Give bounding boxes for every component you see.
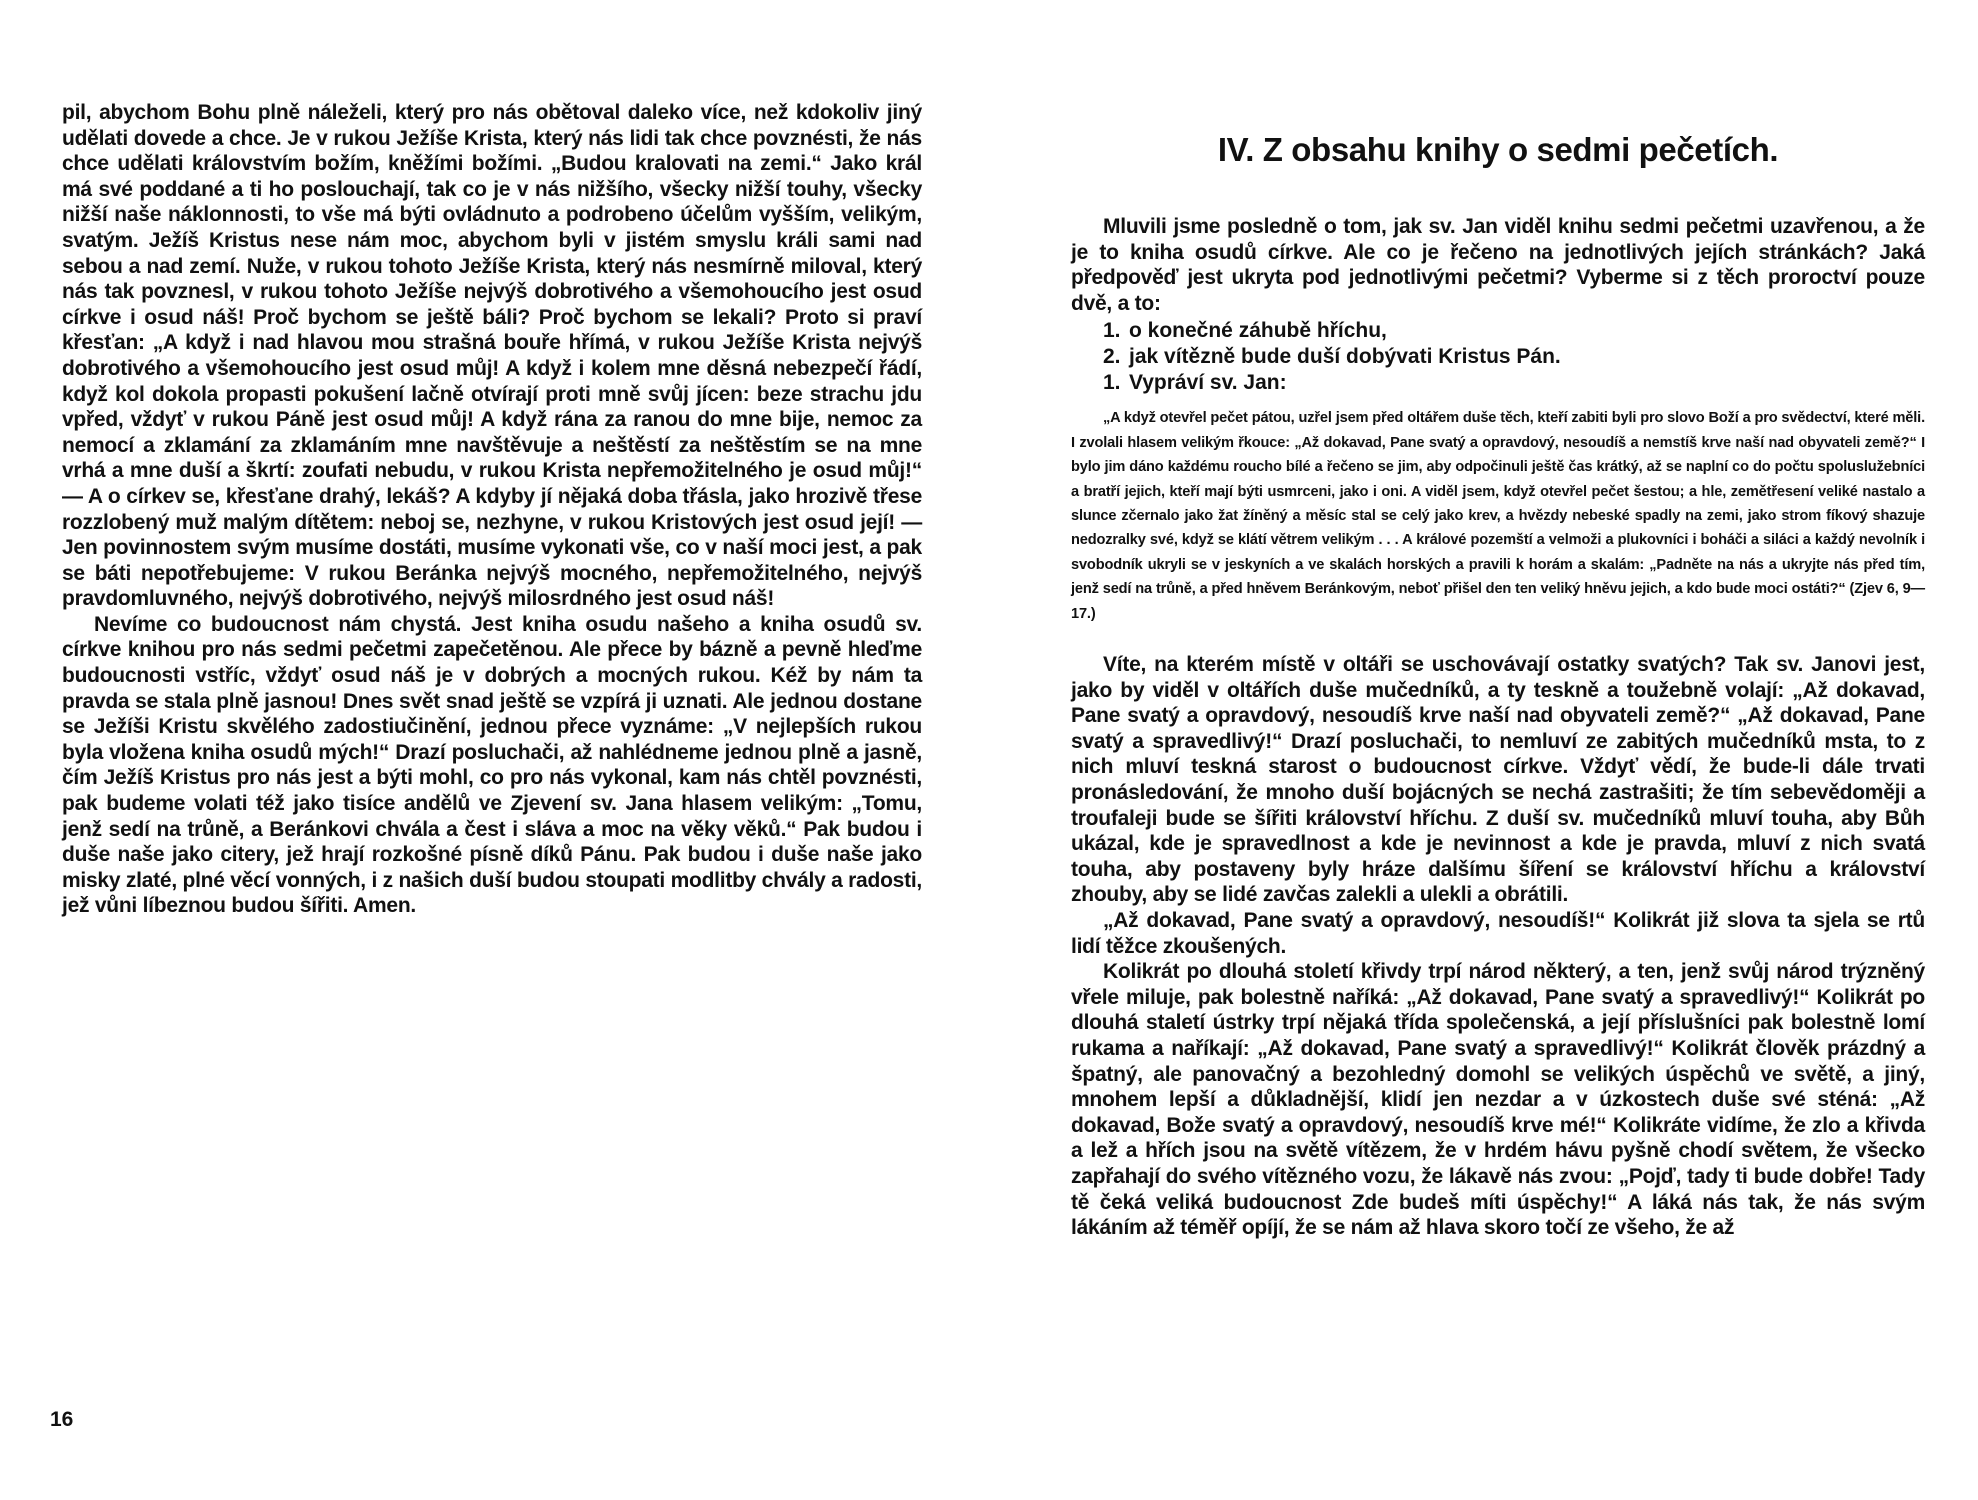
right-page bbox=[989, 0, 1978, 1500]
chapter-heading: IV. Z obsahu knihy o sedmi pečetích. bbox=[1217, 131, 1779, 168]
list-item-text: Vypráví sv. Jan: bbox=[1129, 371, 1287, 395]
prophecy-list bbox=[1071, 318, 1925, 396]
right-paragraph-3: Kolikrát po dlouhá století křivdy trpí národ některý, a ten, jenž svůj národ trýzněný vřele miluje, pak bolestně naříká: „Až dokavad, Pane svatý a spravedlivý!“ Kolikrát po dlouhá staletí ústrky trpí nějaká třída společenská, a její příslušníci pak bolestně lomí rukama a naříkají: „Až dokavad, Pane svatý a spravedlivý!“ Kolikrát člověk prázdný a špatný, ale panovačný a bezohledný domohl se velikých úspěchů ve světě, a jiný, mnohem lepší a důkladnější, klidí jen nezdar a v úzkostech duše své sténá: „Až dokavad, Bože svatý a opravdový, nesoudíš krve mé!“ Kolikráte vidíme, že zlo a křivda a lež a hřích jsou na světě vítězem, že v hrdém hávu pyšně chodí světem, že všecko zapřahají do svého vítězného vozu, že lákavě nás zvou: „Pojď, tady ti bude dobře! Tady tě čeká veliká budoucnost Zde budeš míti úspěchy!“ A láká nás tak, že nás svým lákáním až téměř opíjí, že se nám až hlava skoro točí ze všeho, že až bbox=[1071, 960, 1925, 1240]
left-paragraph-1: pil, abychom Bohu plně náleželi, který pro nás obětoval daleko více, než kdokoliv jiný udělati dovede a chce. Je v rukou Ježíše Krista, který nás lidi tak chce povznésti, že nás chce udělati královstvím božím, kněžími božími. „Budou kralovati na zemi.“ Jako král má své poddané a ti ho poslouchají, tak co je v nás nižšího, všecky nižší touhy, všecky nižší naše náklonnosti, to vše má býti ovládnuto a podrobeno účelům vyšším, velikým, svatým. Ježíš Kristus nese nám moc, abychom byli v jistém smyslu králi sami nad sebou a nad zemí. Nuže, v rukou tohoto Ježíše Krista, který nás nesmírně miloval, který nás tak povznesl, v rukou tohoto Ježíše nejvýš dobrotivého a všemohoucího jest osud církve i osud náš! Proč bychom se ještě báli? Proč bychom se lekali? Proto si praví křesťan: „A když i nad hlavou mou strašná bouře hřímá, v rukou Ježíše Krista nejvýš dobrotivého a všemohoucího jest osud můj! A když i kolem mne děsná nebezpečí řádí, když kol dokola propasti pokušení lačně otvírají proti mně svůj jícen: beze strachu jdu vpřed, vždyť v rukou Páně jest osud můj! A když rána za ranou do mne bije, nemoc za nemocí a zklamání za zklamáním mne navštěvuje a neštěstí za neštěstím se na mne vrhá a mne duší a škrtí: zoufati nebudu, v rukou Krista nepřemožitelného je osud můj!“ — A o církev se, křesťane drahý, lekáš? A kdyby jí nějaká doba třásla, jako hrozivě třese rozzlobený muž malým dítětem: neboj se, nezhyne, v rukou Kristových jest osud její! — Jen povinnostem svým musíme dostáti, musíme vykonati vše, co v naší moci jest, a pak se báti nepotřebujeme: V rukou Beránka nejvýš mocného, nepřemožitelného, nejvýš pravdomluvného, nejvýš dobrotivého, nejvýš milosrdného jest osud náš! bbox=[62, 101, 922, 611]
left-text-column bbox=[62, 100, 922, 919]
left-paragraph-2: Nevíme co budoucnost nám chystá. Jest kniha osudu našeho a kniha osudů sv. církve knihou pro nás sedmi pečetmi zapečetěnou. Ale přece by bázně a pevně hleďme budoucnosti vstříc, vždyť osud náš je v dobrých a mocných rukou. Kéž by nám ta pravda se stala plně jasnou! Dnes svět snad ještě se vzpírá ji uznati. Ale jednou dostane se Ježíši Kristu skvělého zadostiučinění, jednou přece vyznáme: „V nejlepších rukou byla vložena kniha osudů mých!“ Drazí posluchači, až nahlédneme jednou plně a jasně, čím Ježíš Kristus pro nás jest a býti mohl, co pro nás vykonal, kam nás chtěl povznésti, pak budeme volati též jako tisíce andělů ve Zjevení sv. Jana hlasem velikým: „Tomu, jenž sedí na trůně, a Beránkovi chvála a čest i sláva a moc na věky věků.“ Pak budou i duše naše jako citery, jež hrají rozkošné písně díků Pánu. Pak budou i duše naše jako misky zlaté, plné věcí vonných, i z našich duší budou stoupati modlitby chvály a radosti, jež vůni líbeznou budou šířiti. Amen. bbox=[62, 612, 922, 918]
list-item-text: o konečné záhubě hříchu, bbox=[1129, 319, 1387, 343]
right-paragraph-2: „Až dokavad, Pane svatý a opravdový, nesoudíš!“ Kolikrát již slova ta sjela se rtů lidí těžce zkoušených. bbox=[1071, 908, 1925, 958]
list-item-number: 1. bbox=[1103, 319, 1121, 343]
list-item-text: jak vítězně bude duší dobývati Kristus Pán. bbox=[1129, 345, 1561, 369]
list-item bbox=[1071, 318, 1925, 344]
right-paragraph-1: Víte, na kterém místě v oltáři se uschovávají ostatky svatých? Tak sv. Janovi jest, jako by viděl v oltářích duše mučedníků, a ty teskně a toužebně volají: „Až dokavad, Pane svatý a opravdový, nesoudíš krve naší nad obyvateli země?“ „Až dokavad, Pane svatý a spravedlivý!“ Drazí posluchači, to nemluví ze zabitých mučedníků msta, to z nich mluví teskná starost o budoucnost církve. Vždyť vědí, že bude-li dále trvati pronásledování, že mnoho duší bojácných se nechá zastrašiti; že tím sebevědoměji a troufaleji bude se šířiti království hříchu. Z duší sv. mučedníků mluví touha, aby Bůh ukázal, kde je spravedlnost a kde je nevinnost a kde je pravda, mluví z nich svatá touha, aby postaveny byly hráze dalšímu šíření se království hříchu a království zhouby, aby se lidé zavčas zalekli a ulekli a obrátili. bbox=[1071, 653, 1925, 907]
intro-paragraph: Mluvili jsme posledně o tom, jak sv. Jan viděl knihu sedmi pečetmi uzavřenou, a že je to kniha osudů církve. Ale co je řečeno na jednotlivých jejích stránkách? Jaká předpověď jest ukryta pod jednotlivými pečetmi? Vyberme si z těch proroctví pouze dvě, a to: bbox=[1071, 215, 1925, 315]
right-text-column bbox=[1071, 112, 1925, 1241]
list-item bbox=[1071, 370, 1925, 396]
list-item-number: 2. bbox=[1103, 345, 1121, 369]
list-item bbox=[1071, 344, 1925, 370]
list-item-number: 1. bbox=[1103, 371, 1121, 395]
page-number: 16 bbox=[50, 1408, 74, 1431]
scripture-quote: „A když otevřel pečet pátou, uzřel jsem před oltářem duše těch, kteří zabiti byli pro slovo Boží a pro svědectví, které měli. I zvolali hlasem velikým řkouce: „Až dokavad, Pane svatý a opravdový, nesoudíš a nemstíš krve naší nad obyvateli země?“ I bylo jim dáno každému roucho bílé a řečeno se jim, aby odpočinuli ještě čas krátký, až se naplní co do počtu spoluslužebníci a bratří jejich, kteří mají býti usmrceni, jako i oni. A viděl jsem, když otevřel pečet šestou; a hle, zemětřesení veliké nastalo a slunce zčernalo jako žat žíněný a měsíc stal se celý jako krev, a hvězdy nebeské spadly na zemi, jako strom fíkový shazuje nedozralky své, když se klátí větrem velikým . . . A králové pozemští a velmoži a plukovníci i boháči a siláci a každý nevolník i svobodník ukryli se v jeskyních a ve skalách horských a pravili k horám a skalám: „Padněte na nás a ukryjte nás před tím, jenž sedí na trůně, a před hněvem Beránkovým, neboť přišel den ten veliký hněvu jejich, a kdo bude moci ostáti?“ (Zjev 6, 9—17.) bbox=[1071, 410, 1925, 622]
